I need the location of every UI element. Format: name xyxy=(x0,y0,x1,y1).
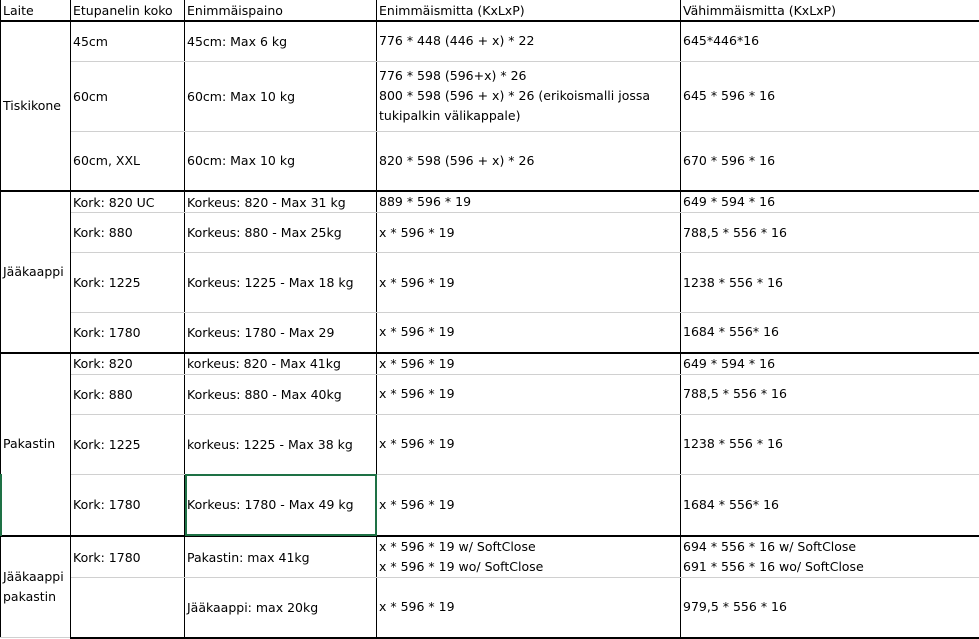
max-dim-cell[interactable] xyxy=(377,474,681,536)
weight-cell[interactable]: Korkeus: 880 - Max 25kg xyxy=(185,213,377,253)
max-dim-line: 776 * 448 (446 + x) * 22 xyxy=(379,31,678,51)
weight-cell[interactable]: Korkeus: 1780 - Max 29 xyxy=(185,313,377,353)
min-dim-line: 1238 * 556 * 16 xyxy=(683,434,977,454)
min-dim-cell[interactable] xyxy=(681,536,979,578)
size-cell[interactable]: 60cm xyxy=(71,61,185,131)
selected-weight-cell[interactable]: Korkeus: 1780 - Max 49 kg xyxy=(185,474,377,536)
min-dim-line: 694 * 556 * 16 w/ SoftClose xyxy=(683,537,977,557)
table-row xyxy=(1,61,979,131)
header-vahimmaismitta[interactable]: Vähimmäismitta (KxLxP) xyxy=(681,0,979,21)
min-dim-cell[interactable] xyxy=(681,353,979,375)
min-dim-line: 1238 * 556 * 16 xyxy=(683,273,977,293)
device-cell-tiskikone[interactable]: Tiskikone xyxy=(1,21,71,191)
weight-cell[interactable]: 60cm: Max 10 kg xyxy=(185,61,377,131)
max-dim-line: x * 596 * 19 xyxy=(379,322,678,342)
min-dim-line: 649 * 594 * 16 xyxy=(683,192,977,212)
max-dim-line: x * 596 * 19 xyxy=(379,495,678,515)
min-dim-cell[interactable] xyxy=(681,131,979,191)
selection-edge-marker xyxy=(0,474,2,536)
max-dim-cell[interactable] xyxy=(377,536,681,578)
min-dim-line: 979,5 * 556 * 16 xyxy=(683,597,977,617)
table-row xyxy=(1,374,979,414)
min-dim-line: 645 * 596 * 16 xyxy=(683,86,977,106)
size-cell[interactable]: Kork: 1780 xyxy=(71,536,185,578)
size-cell[interactable]: Kork: 820 xyxy=(71,353,185,375)
max-dim-line: x * 596 * 19 xyxy=(379,273,678,293)
header-laite[interactable]: Laite xyxy=(1,0,71,21)
size-cell[interactable]: Kork: 1780 xyxy=(71,313,185,353)
table-row xyxy=(1,474,979,536)
header-row xyxy=(1,0,979,21)
max-dim-line: x * 596 * 19 xyxy=(379,354,678,374)
header-etupaneli[interactable]: Etupanelin koko xyxy=(71,0,185,21)
max-dim-line: x * 596 * 19 xyxy=(379,597,678,617)
weight-cell[interactable]: 60cm: Max 10 kg xyxy=(185,131,377,191)
device-cell-jaakaappi-pakastin[interactable]: Jääkaappi pakastin xyxy=(1,536,71,638)
size-cell[interactable]: Kork: 880 xyxy=(71,213,185,253)
table-row xyxy=(1,131,979,191)
max-dim-line: 820 * 598 (596 + x) * 26 xyxy=(379,151,678,171)
weight-cell[interactable]: 45cm: Max 6 kg xyxy=(185,21,377,61)
weight-cell[interactable]: Jääkaappi: max 20kg xyxy=(185,578,377,638)
size-cell[interactable]: Kork: 1225 xyxy=(71,253,185,313)
max-dim-line: x * 596 * 19 w/ SoftClose xyxy=(379,537,678,557)
min-dim-cell[interactable] xyxy=(681,21,979,61)
min-dim-line: 645*446*16 xyxy=(683,31,977,51)
min-dim-line: 788,5 * 556 * 16 xyxy=(683,384,977,404)
max-dim-cell[interactable] xyxy=(377,213,681,253)
max-dim-cell[interactable] xyxy=(377,61,681,131)
max-dim-line: 776 * 598 (596+x) * 26 xyxy=(379,66,678,86)
min-dim-cell[interactable] xyxy=(681,253,979,313)
min-dim-cell[interactable] xyxy=(681,213,979,253)
weight-cell[interactable]: Korkeus: 820 - Max 31 kg xyxy=(185,191,377,213)
max-dim-cell[interactable] xyxy=(377,374,681,414)
min-dim-cell[interactable] xyxy=(681,374,979,414)
max-dim-line: x * 596 * 19 xyxy=(379,223,678,243)
min-dim-cell[interactable] xyxy=(681,578,979,638)
max-dim-cell[interactable] xyxy=(377,131,681,191)
min-dim-line: 1684 * 556* 16 xyxy=(683,322,977,342)
weight-cell[interactable]: korkeus: 1225 - Max 38 kg xyxy=(185,414,377,474)
weight-cell[interactable]: korkeus: 820 - Max 41kg xyxy=(185,353,377,375)
size-cell[interactable]: Kork: 880 xyxy=(71,374,185,414)
device-cell-jaakaappi[interactable]: Jääkaappi xyxy=(1,191,71,353)
weight-cell[interactable]: Korkeus: 1225 - Max 18 kg xyxy=(185,253,377,313)
table-row xyxy=(1,414,979,474)
table-row xyxy=(1,313,979,353)
min-dim-cell[interactable] xyxy=(681,474,979,536)
header-enimmaismitta[interactable]: Enimmäismitta (KxLxP) xyxy=(377,0,681,21)
min-dim-cell[interactable] xyxy=(681,414,979,474)
min-dim-cell[interactable] xyxy=(681,191,979,213)
table-row xyxy=(1,213,979,253)
header-paino[interactable]: Enimmäispaino xyxy=(185,0,377,21)
max-dim-line: 889 * 596 * 19 xyxy=(379,192,678,212)
min-dim-cell[interactable] xyxy=(681,61,979,131)
max-dim-cell[interactable] xyxy=(377,253,681,313)
table-row xyxy=(1,21,979,61)
size-cell[interactable]: Kork: 1780 xyxy=(71,474,185,536)
min-dim-line: 1684 * 556* 16 xyxy=(683,495,977,515)
table-row xyxy=(1,191,979,213)
size-cell[interactable]: Kork: 820 UC xyxy=(71,191,185,213)
min-dim-cell[interactable] xyxy=(681,313,979,353)
max-dim-cell[interactable] xyxy=(377,353,681,375)
max-dim-line: x * 596 * 19 wo/ SoftClose xyxy=(379,557,678,577)
table-row xyxy=(1,253,979,313)
max-dim-cell[interactable] xyxy=(377,578,681,638)
size-cell[interactable]: 45cm xyxy=(71,21,185,61)
min-dim-line: 788,5 * 556 * 16 xyxy=(683,223,977,243)
max-dim-line: x * 596 * 19 xyxy=(379,434,678,454)
min-dim-line: 670 * 596 * 16 xyxy=(683,151,977,171)
max-dim-cell[interactable] xyxy=(377,313,681,353)
max-dim-cell[interactable] xyxy=(377,414,681,474)
weight-cell[interactable]: Pakastin: max 41kg xyxy=(185,536,377,578)
max-dim-cell[interactable] xyxy=(377,191,681,213)
max-dim-cell[interactable] xyxy=(377,21,681,61)
min-dim-line: 649 * 594 * 16 xyxy=(683,354,977,374)
table-row xyxy=(1,536,979,578)
table-row xyxy=(1,578,979,638)
max-dim-line: 800 * 598 (596 + x) * 26 (erikoismalli jossa xyxy=(379,86,678,106)
max-dim-line: tukipalkin välikappale) xyxy=(379,106,678,126)
max-dim-line: x * 596 * 19 xyxy=(379,384,678,404)
size-cell[interactable]: Kork: 1225 xyxy=(71,414,185,474)
device-cell-pakastin[interactable]: Pakastin xyxy=(1,353,71,537)
min-dim-line: 691 * 556 * 16 wo/ SoftClose xyxy=(683,557,977,577)
size-cell[interactable] xyxy=(71,578,185,638)
table-row xyxy=(1,353,979,375)
size-cell[interactable]: 60cm, XXL xyxy=(71,131,185,191)
weight-cell[interactable]: Korkeus: 880 - Max 40kg xyxy=(185,374,377,414)
